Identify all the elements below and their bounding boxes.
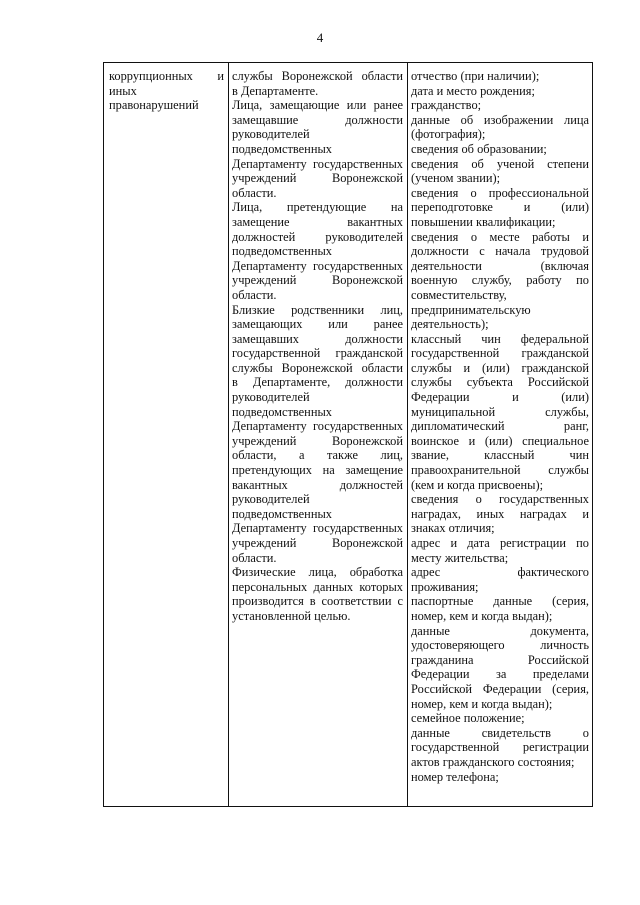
text-line: государственной гражданской (411, 346, 589, 361)
text-line: персональных данных которых (232, 579, 403, 594)
text-line: Департаменту государственных (232, 521, 403, 536)
cell-purpose (109, 69, 224, 113)
text-line: правонарушений (109, 98, 199, 113)
text-line: номер телефона; (411, 769, 499, 784)
text-line: подведомственных (232, 506, 332, 521)
text-line: (ученом звании); (411, 171, 501, 186)
text-line: замещение вакантных (232, 214, 403, 229)
text-line: руководителей (232, 390, 310, 405)
text-line: области. (232, 550, 277, 565)
text-line: области. (232, 185, 277, 200)
text-line: вакантных должностей (232, 477, 403, 492)
text-line: номер, кем и когда выдан); (411, 696, 553, 711)
column-divider (228, 63, 229, 806)
column-divider (407, 63, 408, 806)
text-line: актов гражданского состояния; (411, 754, 575, 769)
text-line: предпринимательскую (411, 302, 531, 317)
text-line: претендующих на замещение (232, 463, 403, 478)
data-table (103, 62, 593, 807)
text-line: номер, кем и когда выдан); (411, 608, 553, 623)
text-line: данные документа, (411, 623, 589, 638)
text-line: (фотография); (411, 127, 486, 142)
text-line: сведения о государственных (411, 492, 589, 507)
text-line: месту жительства; (411, 550, 509, 565)
text-line: деятельность); (411, 317, 489, 332)
cell-subjects (232, 69, 403, 624)
text-line: должностей руководителей (232, 229, 403, 244)
text-line: Лица, замещающие или ранее (232, 98, 403, 113)
text-line: коррупционных и (109, 69, 224, 83)
text-line: Российской Федерации (серия, (411, 681, 589, 696)
text-line: сведения об ученой степени (411, 156, 589, 171)
text-line: подведомственных (232, 404, 332, 419)
text-line: Департаменту государственных (232, 156, 403, 171)
text-line: отчество (при наличии); (411, 69, 540, 83)
text-line: повышении квалификации; (411, 214, 556, 229)
text-line: службы Воронежской области (232, 69, 403, 83)
text-line: Федерации за пределами (411, 667, 589, 682)
text-line: в Департаменте. (232, 83, 319, 98)
text-line: воинское и (или) специальное (411, 433, 589, 448)
text-line: сведения об образовании; (411, 141, 547, 156)
page-number: 4 (316, 30, 324, 45)
text-line: дата и место рождения; (411, 83, 535, 98)
text-line: совместительству, (411, 287, 507, 302)
text-line: производится в соответствии с (232, 594, 403, 609)
text-line: Департаменту государственных (232, 258, 403, 273)
text-line: подведомственных (232, 244, 332, 259)
text-line: Близкие родственники лиц, (232, 302, 403, 317)
text-line: Физические лица, обработка (232, 565, 403, 580)
text-line: наградах, иных наградах и (411, 506, 589, 521)
text-line: замещающих или ранее (232, 317, 403, 332)
text-line: переподготовке и (или) (411, 200, 589, 215)
text-line: учреждений Воронежской (232, 433, 403, 448)
text-line: сведения о месте работы и (411, 229, 589, 244)
text-line: учреждений Воронежской (232, 171, 403, 186)
text-line: гражданство; (411, 98, 482, 113)
text-line: замещавшие должности (232, 112, 403, 127)
text-line: области. (232, 287, 277, 302)
text-line: классный чин федеральной (411, 331, 589, 346)
text-line: в Департаменте, должности (232, 375, 403, 390)
text-line: Лица, претендующие на (232, 200, 403, 215)
text-line: адрес фактического (411, 565, 589, 580)
text-line: Департаменту государственных (232, 419, 403, 434)
text-line: семейное положение; (411, 711, 525, 726)
text-line: военную службу, работу по (411, 273, 589, 288)
text-line: данные об изображении лица (411, 112, 589, 127)
text-line: Федерации и (или) (411, 390, 589, 405)
text-line: удостоверяющего личность (411, 638, 589, 653)
text-line: деятельности (включая (411, 258, 589, 273)
cell-data-list (411, 69, 589, 784)
text-line: службы субъекта Российской (411, 375, 589, 390)
text-line: паспортные данные (серия, (411, 594, 589, 609)
text-line: адрес и дата регистрации по (411, 536, 589, 550)
text-line: гражданина Российской (411, 652, 589, 667)
text-line: должности с начала трудовой (411, 244, 589, 259)
text-line: службы Воронежской области (232, 360, 403, 375)
text-line: службы и (или) гражданской (411, 360, 589, 375)
text-line: подведомственных (232, 141, 332, 156)
text-line: данные свидетельств о (411, 725, 589, 740)
text-line: (кем и когда присвоены); (411, 477, 544, 492)
text-line: учреждений Воронежской (232, 273, 403, 288)
text-line: сведения о профессиональной (411, 185, 589, 200)
text-line: государственной регистрации (411, 740, 589, 755)
text-line: муниципальной службы, (411, 404, 589, 419)
text-line: учреждений Воронежской (232, 536, 403, 550)
text-line: звание, классный чин (411, 448, 589, 463)
text-line: государственной гражданской (232, 346, 403, 361)
text-line: знаках отличия; (411, 521, 495, 536)
text-line: руководителей (232, 492, 310, 507)
text-line: установленной целью. (232, 608, 351, 623)
text-line: проживания; (411, 579, 479, 594)
text-line: правоохранительной службы (411, 463, 589, 478)
text-line: замещавших должности (232, 331, 403, 346)
text-line: области, а также лиц, (232, 448, 403, 463)
text-line: руководителей (232, 127, 310, 142)
text-line: дипломатический ранг, (411, 419, 589, 434)
text-line: иных (109, 83, 137, 98)
